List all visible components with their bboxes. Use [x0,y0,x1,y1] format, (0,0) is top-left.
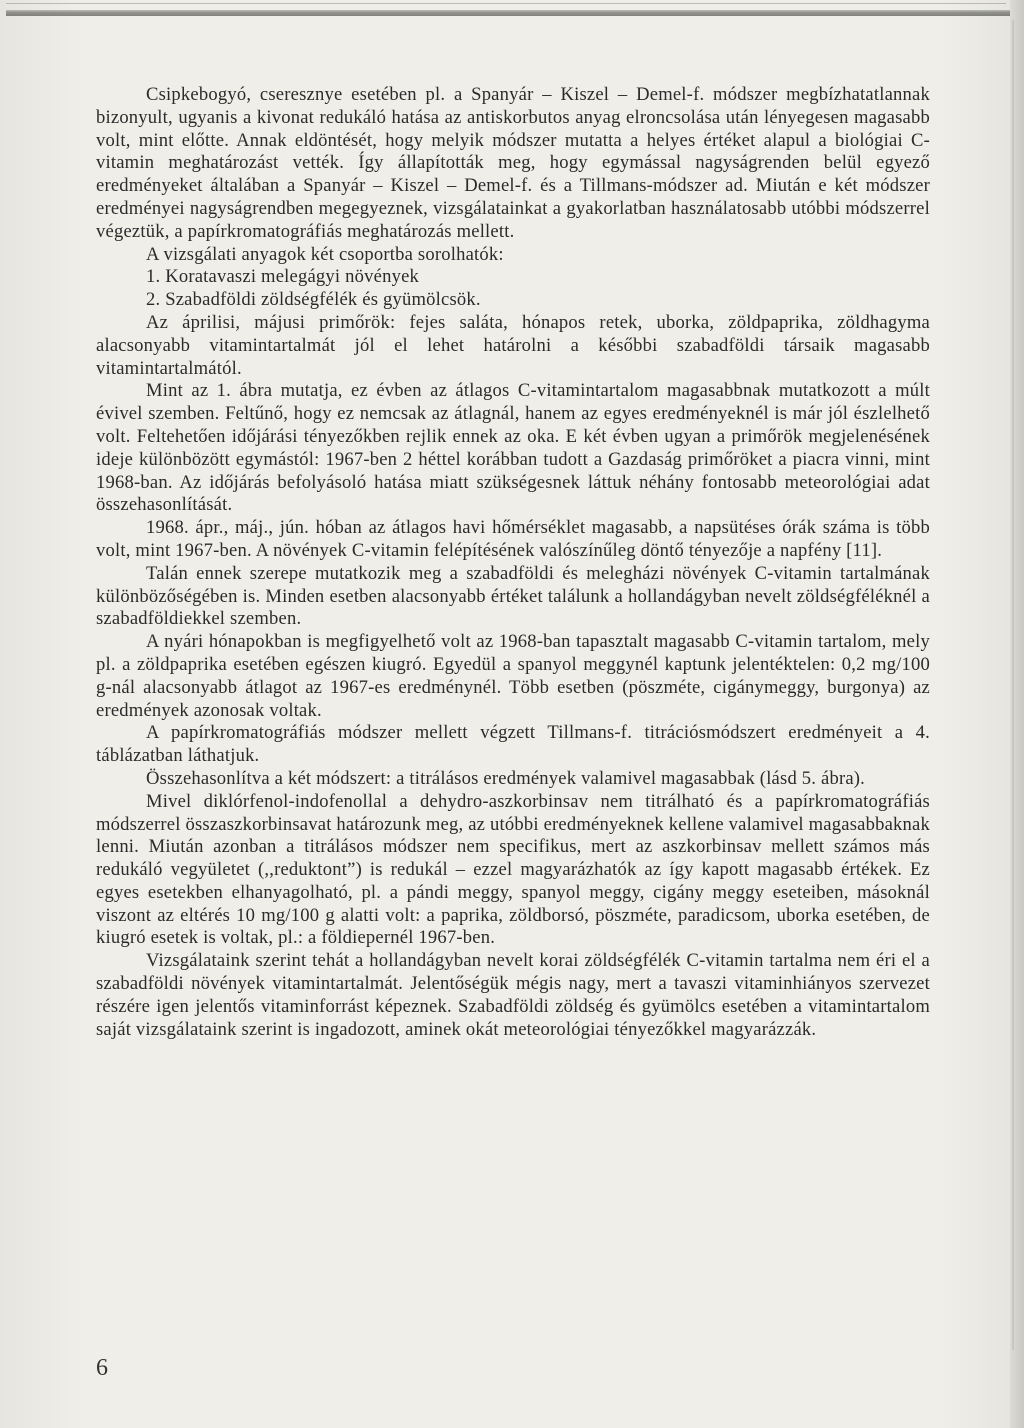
paragraph-weather: 1968. ápr., máj., jún. hóban az átlagos havi hőmérséklet magasabb, a napsütéses órák száma is több volt, mint 1967-ben. A növények C-vitamin felépítésének valószínűleg döntő tényezője a napfény [11]. [96,517,930,561]
paragraph-methods: Csipkebogyó, cseresznye esetében pl. a Spanyár – Kiszel – Demel-f. módszer megbízhatatlannak bizonyult, ugyanis a kivonat redukáló hatása az antiskorbutos anyag elroncsolása után lényegesen magasabb volt, mint előtte. Annak eldöntését, hogy melyik módszer mutatta a helyes értéket alapul a biológiai C-vitamin meghatározást vették. Így állapították meg, hogy egymással nagyságrenden belül egyező eredményeket általában a Spanyár – Kiszel – Demel-f. és a Tillmans-módszer ad. Miután e két módszer eredményei nagyságrendben megegyeznek, vizsgálatainkat a gyakorlatban használatosabb utóbbi módszerrel végeztük, a papírkromatográfiás meghatározás mellett. [96,84,930,242]
paragraph-primeurs: Az áprilisi, májusi primőrök: fejes saláta, hónapos retek, uborka, zöldpaprika, zöldhagyma alacsonyabb vitamintartalmát jól el lehet határolni a későbbi szabadföldi társaik magasabb vitamintartalmától. [96,311,930,379]
paragraph-table-4: A papírkromatográfiás módszer mellett végzett Tillmans-f. titrációsmódszert eredményeit a 4. táblázatban láthatjuk. [96,722,930,767]
top-rule [6,10,1016,16]
body-text [96,84,930,1041]
right-rule [1012,20,1014,1350]
list-item: 2. Szabadföldi zöldségfélék és gyümölcsök. [146,289,481,311]
material-groups-list [96,266,930,312]
list-item: 1. Koratavaszi melegágyi növények [146,266,420,288]
paragraph-comparison: Összehasonlítva a két módszert: a titrálásos eredmények valamivel magasabbak (lásd 5. ábra). [146,767,866,789]
paragraph-conclusion: Vizsgálataink szerint tehát a hollandágyban nevelt korai zöldségfélék C-vitamin tartalma nem éri el a szabadföldi növények vitamintartalmát. Jelentőségük mégis nagy, mert a tavaszi vitaminhiányos szervezet részére igen jelentős vitaminforrást képeznek. Szabadföldi zöldség és gyümölcs esetében a vitamintartalom saját vizsgálataink szerint is ingadozott, aminek okát meteorológiai tényezőkkel magyarázzák. [96,950,930,1040]
paragraph-greenhouse: Talán ennek szerepe mutatkozik meg a szabadföldi és melegházi növények C-vitamin tartalmának különbözőségében is. Minden esetben alacsonyabb értéket találunk a hollandágyban nevelt zöldségféléknél a szabadföldiekkel szemben. [96,562,930,630]
top-thin-rule [6,3,1006,4]
paragraph-summer: A nyári hónapokban is megfigyelhető volt az 1968-ban tapasztalt magasabb C-vitamin tartalom, mely pl. a zöldpaprika esetében egészen kiugró. Egyedül a spanyol meggynél kaptunk jelentéktelen: 0,2 mg/100 g-nál alacsonyabb átlagot az 1967-es eredménynél. Több esetben (pöszméte, cigánymeggy, burgonya) az eredmények azonosak voltak. [96,631,930,721]
paragraph-titration: Mivel diklórfenol-indofenollal a dehydro-aszkorbinsav nem titrálható és a papírkromatográfiás módszerrel összaszkorbinsavat határozunk meg, az utóbbi eredményeknek kellene valamivel magasabbaknak lenni. Miután azonban a titrálásos módszer nem specifikus, mert az aszkorbinsav mellett számos más redukáló vegyületet (,,reduktont”) is redukál – ezzel magyarázhatók az így kapott magasabb értékek. Ez egyes esetekben elhanyagolható, pl. a pándi meggy, spanyol meggy, cigány meggy eseteiben, másoknál viszont az eltérés 10 mg/100 g alatti volt: a paprika, zöldborsó, pöszméte, paradicsom, uborka esetében, de kiugró esetek is voltak, pl.: a földiepernél 1967-ben. [96,790,930,949]
page-number: 6 [96,1355,108,1381]
paragraph-figure-1: Mint az 1. ábra mutatja, ez évben az átlagos C-vitamintartalom magasabbnak mutatkozott a múlt évivel szemben. Feltűnő, hogy ez nemcsak az átlagnál, hanem az egyes eredményeknél is már jól észlelhető volt. Feltehetően időjárási tényezőkben rejlik ennek az oka. E két évben ugyan a primőrök megjelenésének ideje különbözött egymástól: 1967-ben 2 héttel korábban tudott a Gazdaság primőröket a piacra vinni, mint 1968-ban. Az időjárás befolyásoló hatása miatt szükségesnek láttuk néhány fontosabb meteorológiai adat összehasonlítását. [96,380,930,516]
paragraph-groups-intro: A vizsgálati anyagok két csoportba sorolhatók: [146,243,504,265]
